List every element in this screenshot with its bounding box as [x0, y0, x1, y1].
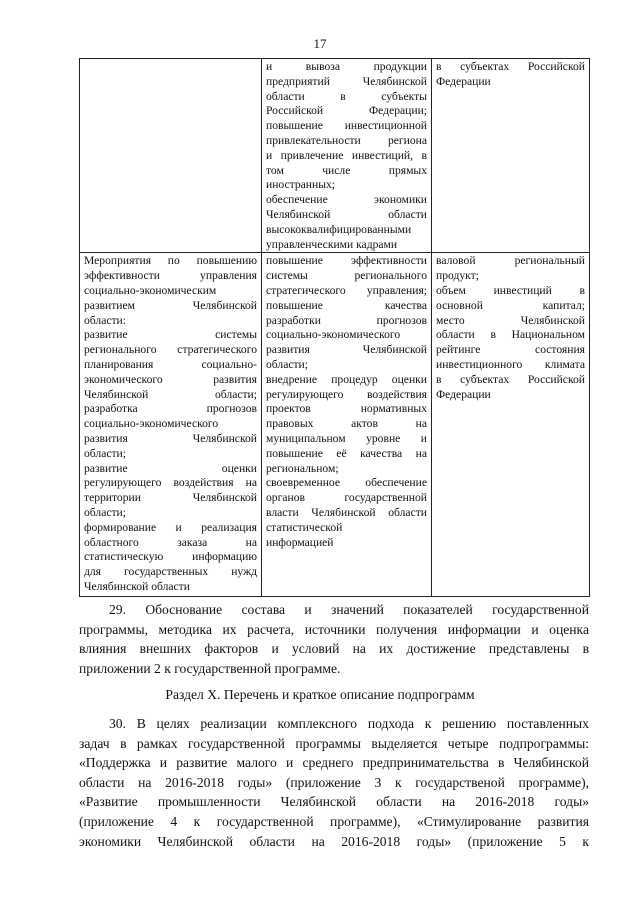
text-line: Челябинской области;: [84, 387, 257, 401]
text-line: Челябинской области: [84, 579, 190, 593]
text-line: развитие оценки: [84, 461, 257, 475]
text-line: инвестиционного климата: [436, 357, 585, 371]
text-line: территории Челябинской: [84, 491, 257, 505]
text-line: и привлечение инвестиций, в: [266, 148, 427, 162]
text-line: экономического развития: [84, 372, 257, 386]
text-line: 30. В целях реализации комплексного подхода к решению поставленных: [109, 716, 589, 731]
text-line: повышение качества: [266, 298, 427, 312]
text-line: органов государственной: [266, 491, 427, 505]
text-line: в субъектах Российской: [436, 60, 585, 73]
text-line: области;: [84, 505, 126, 519]
table-row: [80, 59, 590, 253]
text-line: повышение инвестиционной: [266, 119, 427, 133]
text-line: области:: [84, 313, 126, 327]
text-line: высококвалифицированными: [266, 222, 412, 236]
text-line: статистической: [266, 520, 343, 534]
indicators-table: [79, 58, 590, 597]
text-line: регионального стратегического: [84, 343, 257, 357]
text-line: социально-экономическим: [84, 283, 217, 297]
text-line: регулирующего воздействия на: [84, 476, 257, 490]
text-line: областного заказа на: [84, 535, 257, 549]
text-line: и вывоза продукции: [266, 60, 427, 73]
section-heading: Раздел X. Перечень и краткое описание подпрограмм: [165, 687, 475, 702]
text-line: задач в рамках государственной программы выделяется четыре подпрограммы:: [79, 735, 589, 751]
table-cell-r1c3: [432, 59, 590, 253]
text-line: иностранных;: [266, 178, 336, 192]
text-line: «Развитие промышленности Челябинской области на 2016-2018 годы»: [79, 794, 589, 810]
text-line: области;: [84, 446, 126, 460]
text-line: место Челябинской: [436, 313, 585, 327]
text-line: валовой региональный: [436, 254, 585, 268]
text-line: власти Челябинской области: [266, 505, 427, 519]
text-line: приложении 2 к государственной программе.: [79, 660, 341, 676]
text-line: продукт;: [436, 269, 479, 283]
text-line: разработка прогнозов: [84, 402, 257, 416]
text-line: Российской Федерации;: [266, 104, 427, 118]
text-line: влияния внешних факторов и условий на их достижение представлены в: [79, 641, 589, 657]
text-line: системы регионального: [266, 269, 427, 283]
text-line: обеспечение экономики: [266, 193, 427, 207]
text-line: правовых актов на: [266, 417, 427, 431]
text-line: социально-экономического: [266, 328, 401, 342]
text-line: области в субъекты: [266, 89, 427, 103]
text-line: Федерации: [436, 74, 491, 88]
text-line: экономики Челябинской области на 2016-2018 годы» (приложение 5 к: [79, 833, 589, 849]
text-line: повышение её качества на: [266, 446, 427, 460]
text-line: том числе прямых: [266, 163, 427, 177]
text-line: рейтинге состояния: [436, 343, 585, 357]
table-cell-r2c3: [432, 253, 590, 597]
text-line: Федерации: [436, 387, 491, 401]
table-cell-r2c1: [80, 253, 262, 597]
text-line: внедрение процедур оценки: [266, 372, 427, 386]
text-line: стратегического управления;: [266, 283, 427, 297]
text-line: своевременное обеспечение: [266, 476, 427, 490]
text-line: объем инвестиций в: [436, 283, 585, 297]
text-line: Челябинской области: [266, 207, 427, 221]
text-line: развитие системы: [84, 328, 257, 342]
text-line: для государственных нужд: [84, 565, 257, 579]
text-line: (приложение 4 к государственной программе), «Стимулирование развития: [79, 813, 589, 829]
text-line: развитием Челябинской: [84, 298, 257, 312]
text-line: 29. Обоснование состава и значений показателей государственной: [109, 602, 589, 617]
text-line: регулирующего воздействия: [266, 387, 427, 401]
text-line: в субъектах Российской: [436, 372, 585, 386]
paragraph-30: [79, 714, 589, 851]
page-number: 17: [313, 36, 327, 51]
text-line: предприятий Челябинской: [266, 74, 427, 88]
text-line: информацией: [266, 535, 334, 549]
table-row: [80, 253, 590, 597]
text-line: области на 2016-2018 годы» (приложение 3 к государственой программе),: [79, 774, 589, 790]
text-line: проектов нормативных: [266, 402, 427, 416]
text-line: программы, методика их расчета, источники получения информации и оценка: [79, 621, 589, 637]
text-line: повышение эффективности: [266, 254, 427, 268]
text-line: эффективности управления: [84, 269, 257, 283]
text-line: муниципальном уровне и: [266, 431, 427, 445]
text-line: основной капитал;: [436, 298, 585, 312]
text-line: статистическую информацию: [84, 550, 257, 564]
text-line: формирование и реализация: [84, 520, 257, 534]
text-line: социально-экономического: [84, 417, 219, 431]
text-line: региональном;: [266, 461, 339, 475]
text-line: развития Челябинской: [266, 343, 427, 357]
text-line: разработки прогнозов: [266, 313, 427, 327]
text-line: управленческими кадрами: [266, 237, 398, 251]
table-cell-r2c2: [262, 253, 432, 597]
text-line: «Поддержка и развитие малого и среднего предпринимательства в Челябинской: [79, 755, 589, 771]
text-line: области в Национальном: [436, 328, 585, 342]
text-line: области;: [266, 357, 308, 371]
text-line: планирования социально-: [84, 357, 257, 371]
text-line: Мероприятия по повышению: [84, 254, 257, 268]
text-line: привлекательности региона: [266, 133, 427, 147]
table-cell-r1c1: [80, 59, 262, 253]
paragraph-29: [79, 600, 589, 678]
text-line: развития Челябинской: [84, 431, 257, 445]
table-cell-r1c2: [262, 59, 432, 253]
